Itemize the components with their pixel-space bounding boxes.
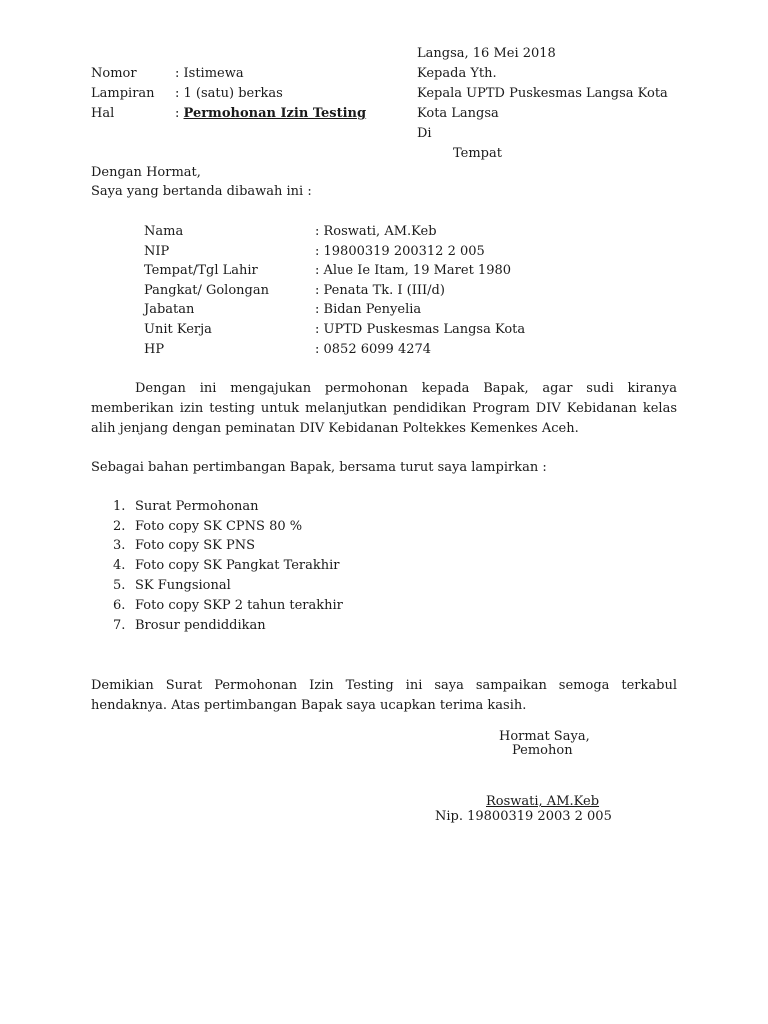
closing-paragraph: Demikian Surat Permohonan Izin Testing ini saya sampaikan semoga terkabul hendaknya. Atas pertimbangan Bapak saya ucapkan terima kasih. <box>91 678 677 713</box>
list-number: 1. <box>113 499 126 514</box>
list-item: Brosur pendiddikan <box>135 618 266 633</box>
subject-text: Permohonan Izin Testing <box>183 106 367 121</box>
list-number: 2. <box>113 519 126 534</box>
signature-name: Roswati, AM.Keb <box>486 794 600 809</box>
list-number: 7. <box>113 618 126 633</box>
list-item: Foto copy SKP 2 tahun terakhir <box>135 598 343 613</box>
identity-value: : 19800319 200312 2 005 <box>315 244 485 259</box>
identity-value: : Roswati, AM.Keb <box>315 224 437 239</box>
field-value-nomor: : Istimewa <box>175 66 244 81</box>
identity-value: : 0852 6099 4274 <box>315 342 432 357</box>
recipient-line-1: Kepada Yth. <box>417 66 497 81</box>
identity-value: : Alue Ie Itam, 19 Maret 1980 <box>315 263 512 278</box>
attachments-intro: Sebagai bahan pertimbangan Bapak, bersama turut saya lampirkan : <box>91 460 547 475</box>
signature-nip: Nip. 19800319 2003 2 005 <box>435 809 612 824</box>
identity-label: Nama <box>144 224 184 239</box>
field-value-lampiran: : 1 (satu) berkas <box>175 86 283 101</box>
identity-value: : Penata Tk. I (III/d) <box>315 283 445 298</box>
list-number: 5. <box>113 578 126 593</box>
signature-regards: Hormat Saya, <box>499 729 590 744</box>
field-label-nomor: Nomor <box>91 66 137 81</box>
list-number: 6. <box>113 598 126 613</box>
greeting: Dengan Hormat, <box>91 165 201 180</box>
field-label-hal: Hal <box>91 106 115 121</box>
identity-label: Jabatan <box>144 302 195 317</box>
field-label-lampiran: Lampiran <box>91 86 155 101</box>
intro-text: Saya yang bertanda dibawah ini : <box>91 184 312 199</box>
identity-label: Pangkat/ Golongan <box>144 283 269 298</box>
list-item: Foto copy SK Pangkat Terakhir <box>135 558 340 573</box>
list-number: 4. <box>113 558 126 573</box>
list-item: Foto copy SK CPNS 80 % <box>135 519 303 534</box>
list-item: Foto copy SK PNS <box>135 538 256 553</box>
recipient-line-4: Di <box>417 126 432 141</box>
list-item: Surat Permohonan <box>135 499 259 514</box>
identity-label: HP <box>144 342 165 357</box>
letter-date: Langsa, 16 Mei 2018 <box>417 46 556 61</box>
list-item: SK Fungsional <box>135 578 231 593</box>
field-colon-hal: : <box>175 106 184 121</box>
signature-role: Pemohon <box>512 743 573 758</box>
identity-label: Tempat/Tgl Lahir <box>144 263 258 278</box>
list-number: 3. <box>113 538 126 553</box>
identity-label: Unit Kerja <box>144 322 212 337</box>
body-paragraph: Dengan ini mengajukan permohonan kepada Bapak, agar sudi kiranya memberikan izin testing untuk melanjutkan pendidikan Program DIV Kebidanan kelas alih jenjang dengan peminatan DIV Kebidanan Poltekkes Kemenkes Aceh. <box>91 381 677 436</box>
recipient-line-3: Kota Langsa <box>417 106 499 121</box>
identity-label: NIP <box>144 244 170 259</box>
recipient-line-2: Kepala UPTD Puskesmas Langsa Kota <box>417 86 668 101</box>
identity-value: : UPTD Puskesmas Langsa Kota <box>315 322 526 337</box>
field-value-hal <box>175 106 366 121</box>
recipient-line-5: Tempat <box>453 146 502 161</box>
identity-value: : Bidan Penyelia <box>315 302 422 317</box>
